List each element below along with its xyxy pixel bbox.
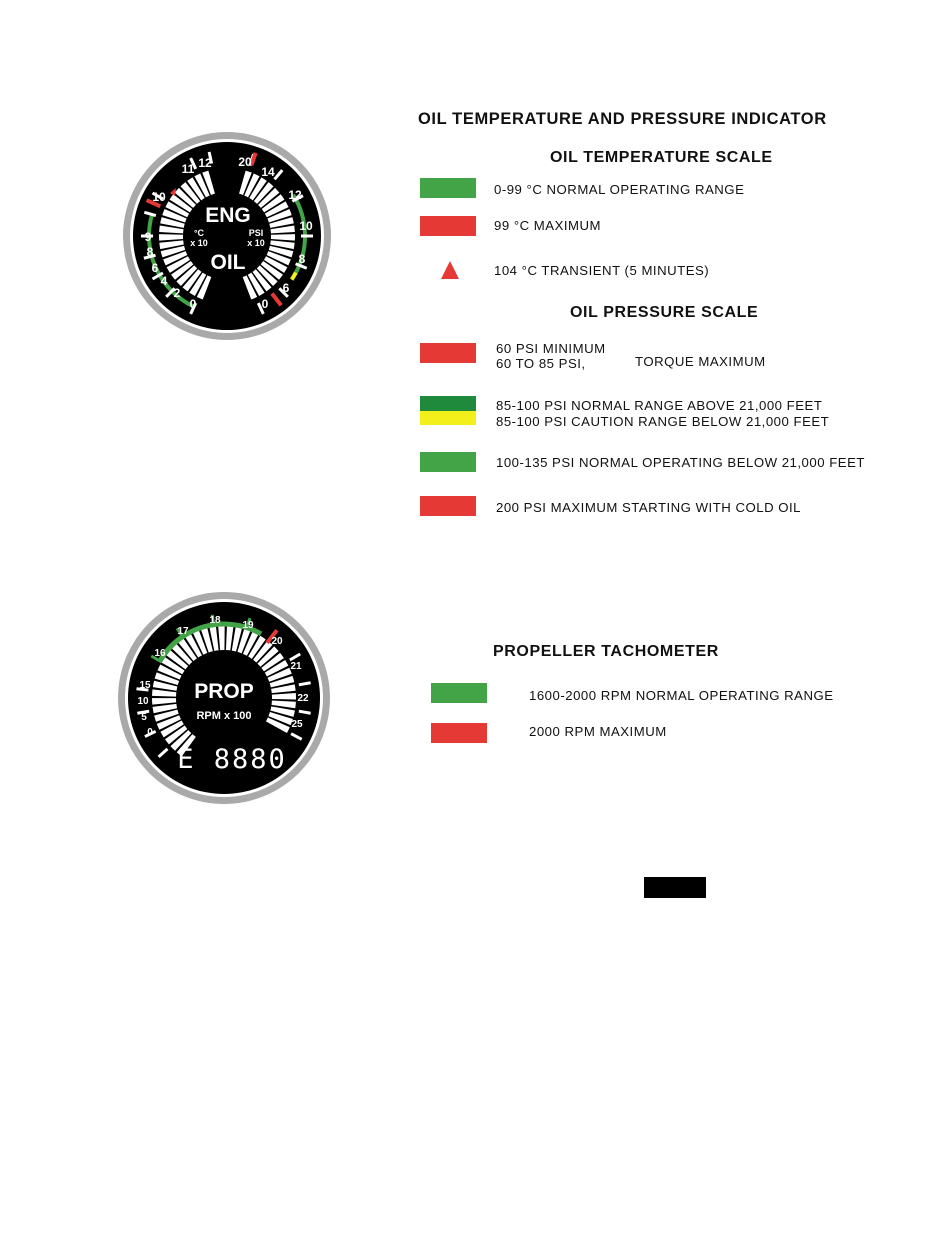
prop-max-label: 2000 RPM MAXIMUM [529,724,667,739]
oil-left-tick-0: 0 [189,297,197,311]
prop-tick-21: 21 [290,661,302,672]
pressure-normal-below-swatch [420,452,476,472]
pressure-normal-above-label: 85-100 PSI NORMAL RANGE ABOVE 21,000 FEET [496,398,823,413]
temp-max-swatch [420,216,476,236]
oil-left-unit-1: °C [193,228,205,238]
pressure-cold-max-label: 200 PSI MAXIMUM STARTING WITH COLD OIL [496,500,802,515]
pressure-normal-below-label: 100-135 PSI NORMAL OPERATING BELOW 21,000 FEET [496,455,865,470]
oil-temp-heading: OIL TEMPERATURE SCALE [550,149,773,166]
prop-tick-5: 5 [141,712,147,723]
oil-left-tick-12: 12 [198,156,212,170]
prop-tick-20: 20 [271,636,283,647]
oil-left-tick-4: 4 [160,274,168,288]
oil-left-tick-10: 10 [152,190,166,204]
prop-tick-mark [299,711,311,713]
oil-right-tick-8: 8 [298,252,306,266]
redaction-bar [644,877,706,898]
temp-transient-triangle-icon [441,261,459,279]
prop-gauge-label: PROP [194,680,254,703]
pressure-torque-max-label: TORQUE MAXIMUM [635,354,766,369]
prop-normal-swatch [431,683,487,703]
oil-gauge [115,130,335,345]
temp-normal-label: 0-99 °C NORMAL OPERATING RANGE [494,182,745,197]
pressure-min-line2: 60 TO 85 PSI, [496,356,586,371]
prop-tick-19: 19 [242,620,254,631]
prop-tick-15: 15 [139,680,151,691]
oil-right-unit-2: x 10 [247,238,265,248]
pressure-cold-max-swatch [420,496,476,516]
prop-gauge [115,592,335,807]
prop-tick-18: 18 [209,615,221,626]
oil-right-unit-1: PSI [248,228,264,238]
pressure-min-swatch [420,343,476,363]
pressure-caution-below-swatch [420,411,476,425]
oil-gauge-label-top: ENG [205,204,251,227]
pressure-caution-below-label: 85-100 PSI CAUTION RANGE BELOW 21,000 FEET [496,414,830,429]
prop-max-swatch [431,723,487,743]
prop-tick-0: 0 [147,727,153,738]
prop-tick-17: 17 [177,626,189,637]
prop-digital-readout: E 8880 [177,744,287,775]
oil-left-tick-9: 9 [144,230,152,244]
oil-right-tick-12: 12 [288,188,302,202]
prop-normal-label: 1600-2000 RPM NORMAL OPERATING RANGE [529,688,834,703]
prop-gauge-unit: RPM x 100 [196,710,252,722]
oil-left-tick-6: 6 [151,261,159,275]
oil-right-tick-10: 10 [299,219,313,233]
oil-pressure-heading: OIL PRESSURE SCALE [570,304,759,321]
temp-transient-label: 104 °C TRANSIENT (5 MINUTES) [494,263,710,278]
oil-right-tick-14: 14 [261,165,275,179]
oil-left-tick-11: 11 [181,162,195,176]
temp-max-label: 99 °C MAXIMUM [494,218,602,233]
oil-right-tick-20: 20 [238,155,252,169]
oil-left-unit-2: x 10 [190,238,208,248]
prop-tick-10: 10 [137,696,149,707]
oil-right-tick-6: 6 [282,281,290,295]
prop-tick-22: 22 [297,693,309,704]
pressure-normal-above-swatch [420,396,476,411]
oil-right-tick-0: 0 [261,297,269,311]
oil-indicator-title: OIL TEMPERATURE AND PRESSURE INDICATOR [418,110,827,128]
prop-tick-25: 25 [291,719,303,730]
oil-left-tick-2: 2 [173,286,181,300]
prop-tick-mark [299,683,311,685]
prop-tick-16: 16 [154,648,166,659]
oil-left-tick-8: 8 [146,245,154,259]
oil-gauge-label-bottom: OIL [210,251,246,274]
temp-normal-swatch [420,178,476,198]
pressure-min-line1: 60 PSI MINIMUM [496,341,606,356]
prop-tach-title: PROPELLER TACHOMETER [493,643,719,660]
